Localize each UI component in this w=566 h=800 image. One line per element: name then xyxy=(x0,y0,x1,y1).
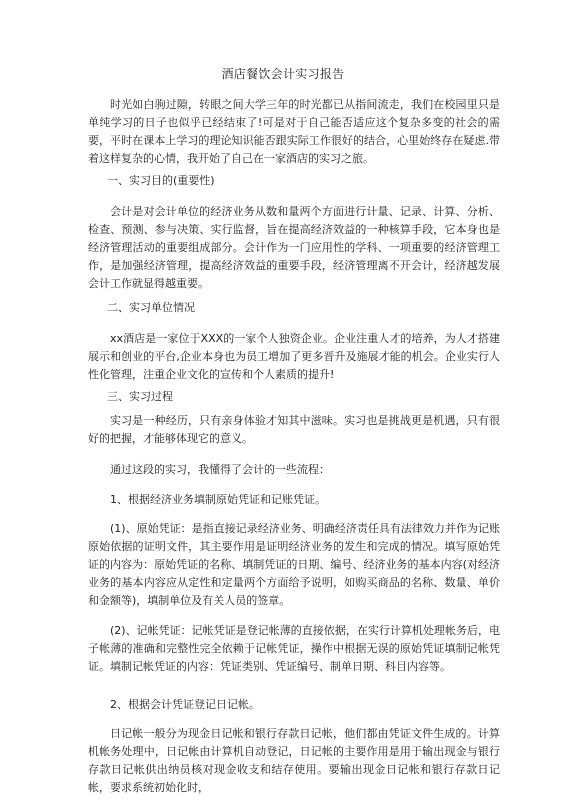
section-heading-process: 三、实习过程 xyxy=(107,390,173,403)
step1-heading: 1、根据经济业务填制原始凭证和记账凭证。 xyxy=(110,493,326,506)
process-intro: 通过这段的实习，我懂得了会计的一些流程： xyxy=(110,463,330,476)
section-heading-company: 二、实习单位情况 xyxy=(107,301,195,314)
document-title: 酒店餐饮会计实习报告 xyxy=(221,67,345,81)
process-paragraph: 实习是一种经历，只有亲身体验才知其中滋味。实习也是挑战更是机遇，只有很好的把握，才能够体现它的意义。 xyxy=(88,414,500,445)
step1-accounting-voucher: (2)、记帐凭证：记帐凭证是登记帐薄的直接依据，在实行计算机处理帐务后，电子帐薄的准确和完整性完全依赖于记帐凭证，操作中根据无误的原始凭证填制记帐凭证。填制记帐凭证的内容：凭证类别、凭证编号、制单日期、科目内容等。 xyxy=(88,624,500,673)
step1-original-voucher: (1)、原始凭证：是指直接记录经济业务、明确经济责任具有法律效力并作为记账原始依据的证明文件，其主要作用是证明经济业务的发生和完成的情况。填写原始凭证的内容为：原始凭证的名称、填制凭证的日期、编号、经济业务的基本内容(对经济业务的基本内容应从定性和定量两个方面给予说明，如购买商品的名称、数量、单价和金额等)，填制单位及有关人员的签章。 xyxy=(88,522,500,607)
step2-paragraph: 日记帐一般分为现金日记帐和银行存款日记帐，他们都由凭证文件生成的。计算机帐务处理中，日记帐由计算机自动登记，日记帐的主要作用是用于输出现金与银行存款日记帐供出纳员核对现金收支和结存使用。要输出现金日记帐和银行存款日记帐，要求系统初始化时， xyxy=(88,727,500,794)
intro-paragraph: 时光如白驹过隙，转眼之间大学三年的时光都已从指间流走，我们在校园里只是单纯学习的日子也似乎已经结束了!可是对于自己能否适应这个复杂多变的社会的需要，平时在课本上学习的理论知识能否跟实际工作很好的结合，心里始终存在疑虑.带着这样复杂的心情，我开始了自己在一家酒店的实习之旅。 xyxy=(88,98,500,165)
company-paragraph: xx酒店是一家位于XXX的一家个人独资企业。企业注重人才的培养，为人才搭建展示和创业的平台,企业本身也为员工增加了更多晋升及施展才能的机会。企业实行人性化管理，注重企业文化的宣传和个人素质的提升! xyxy=(88,332,500,381)
purpose-paragraph: 会计是对会计单位的经济业务从数和量两个方面进行计量、记录、计算、分析、检查、预测、参与决策、实行监督，旨在提高经济效益的一种核算手段，它本身也是经济管理活动的重要组成部分。会计作为一门应用性的学科、一项重要的经济管理工作，是加强经济管理，提高经济效益的重要手段，经济管理离不开会计，经济越发展会计工作就显得越重要。 xyxy=(88,205,500,290)
section-heading-purpose: 一、实习目的(重要性) xyxy=(107,174,215,187)
step2-heading: 2、根据会计凭证登记日记帐。 xyxy=(110,698,260,711)
